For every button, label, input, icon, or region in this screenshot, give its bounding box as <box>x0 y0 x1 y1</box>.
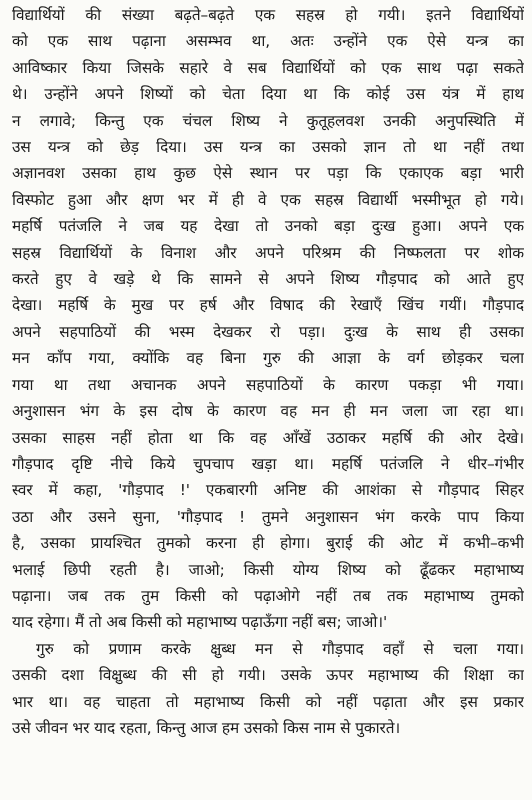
text-line: गया था तथा अचानक अपने सहपाठियों के कारण पकड़ा भी गया। <box>12 375 524 394</box>
paragraph-2 <box>12 636 524 742</box>
text-line: न लगावे; किन्तु एक चंचल शिष्य ने कुतूहलवश उनकी अनुपस्थिति में <box>12 111 524 130</box>
text-line: भलाई छिपी रहती है। जाओ; किसी योग्य शिष्य को ढूँढकर महाभाष्य <box>12 560 524 579</box>
text-line: विद्यार्थियों की संख्या बढ़ते–बढ़ते एक सहस्र हो गयी। इतने विद्यार्थियों <box>12 6 524 24</box>
text-line: करते हुए वे खड़े थे कि सामने से अपने शिष्य गौड़पाद को आते हुए <box>12 270 524 289</box>
text-line: आविष्कार किया जिसके सहारे वे सब विद्यार्थियों को एक साथ पढ़ा सकते <box>12 58 524 77</box>
text-line: भार था। वह चाहता तो महाभाष्य किसी को नहीं पढ़ाता और इस प्रकार <box>12 692 524 711</box>
text-line: अनुशासन भंग के इस दोष के कारण वह मन ही मन जला जा रहा था। <box>12 402 524 421</box>
text-line: स्वर में कहा, 'गौड़पाद !' एकबारगी अनिष्ट की आशंका से गौड़पाद सिहर <box>12 481 524 500</box>
text-line: गुरु को प्रणाम करके क्षुब्ध मन से गौड़पाद वहाँ से चला गया। <box>36 639 524 658</box>
text-line: उस यन्त्र को छेड़ दिया। उस यन्त्र का उसको ज्ञान तो था नहीं तथा <box>12 138 524 157</box>
text-line: है, उसका प्रायश्चित तुमको करना ही होगा। बुराई की ओट में कभी–कभी <box>12 534 524 553</box>
text-line: मन काँप गया, क्योंकि वह बिना गुरु की आज्ञा के वर्ग छोड़कर चला <box>12 349 524 368</box>
paragraph-1 <box>12 2 524 636</box>
text-line: महर्षि पतंजलि ने जब यह देखा तो उनको बड़ा दुःख हुआ। अपने एक <box>12 217 524 236</box>
text-line: उसकी दशा विक्षुब्ध की सी हो गयी। उसके ऊपर महाभाष्य की शिक्षा का <box>12 666 524 685</box>
text-line: उठा और उसने सुना, 'गौड़पाद ! तुमने अनुशासन भंग करके पाप किया <box>12 507 524 526</box>
text-line: गौड़पाद दृष्टि नीचे किये चुपचाप खड़ा था। महर्षि पतंजलि ने धीर–गंभीर <box>12 454 524 473</box>
text-line: अपने सहपाठियों की भस्म देखकर रो पड़ा। दुःख के साथ ही उसका <box>12 322 524 341</box>
text-line: अज्ञानवश उसका हाथ कुछ ऐसे स्थान पर पड़ा कि एकाएक बड़ा भारी <box>12 164 524 183</box>
text-line: सहस्र विद्यार्थियों के विनाश और अपने परिश्रम की निष्फलता पर शोक <box>12 243 524 262</box>
text-line: उसका साहस नहीं होता था कि वह आँखें उठाकर महर्षि की ओर देखे। <box>12 428 524 447</box>
text-line: को एक साथ पढ़ाना असम्भव था, अतः उन्होंने एक ऐसे यन्त्र का <box>12 32 524 51</box>
text-line: थे। उन्होंने अपने शिष्यों को चेता दिया था कि कोई उस यंत्र में हाथ <box>12 85 524 104</box>
text-line: देखा। महर्षि के मुख पर हर्ष और विषाद की रेखाएँ खिंच गयीं। गौड़पाद <box>12 296 524 315</box>
text-line: विस्फोट हुआ और क्षण भर में ही वे एक सहस्र विद्यार्थी भस्मीभूत हो गये। <box>12 190 524 209</box>
text-line: उसे जीवन भर याद रहता, किन्तु आज हम उसको किस नाम से पुकारते। <box>12 718 401 737</box>
text-line: पढ़ाना। जब तक तुम किसी को पढ़ाओगे नहीं तब तक महाभाष्य तुमको <box>12 586 524 605</box>
text-line: याद रहेगा। मैं तो अब किसी को महाभाष्य पढ़ाऊँगा नहीं बस; जाओ।' <box>12 613 388 632</box>
